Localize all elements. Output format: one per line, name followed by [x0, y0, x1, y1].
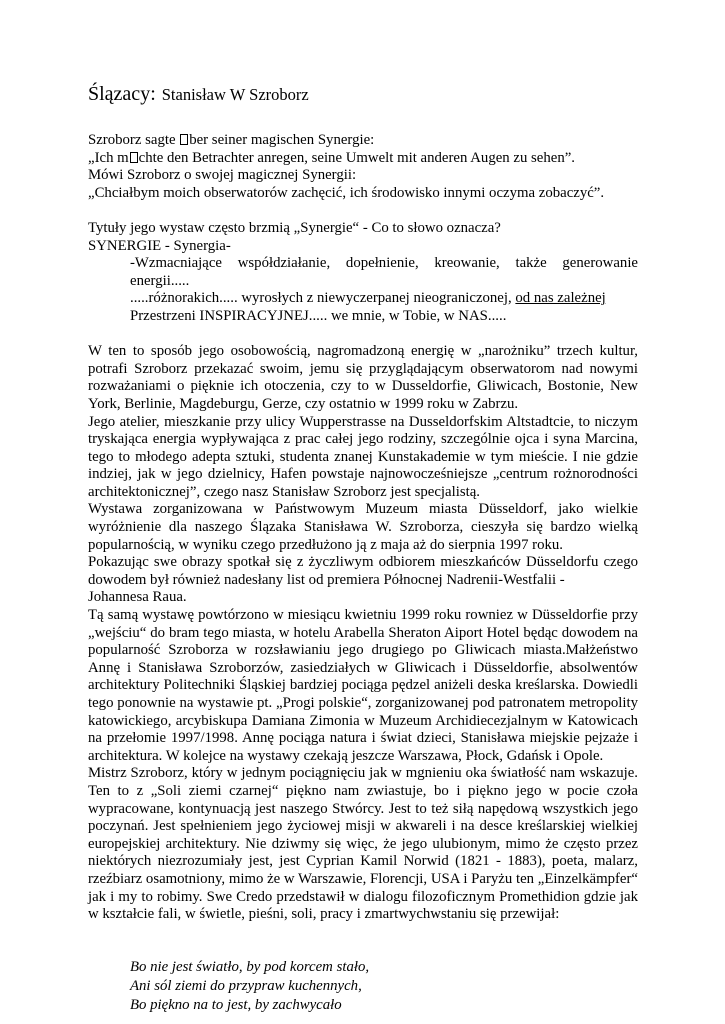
synergy-def-text: .....różnorakich..... wyrosłych z niewyczerpanej nieograniczonej,	[130, 290, 516, 307]
poem-line: Bo piękno na to jest, by zachwycało	[130, 996, 342, 1013]
body-text	[88, 343, 638, 924]
intro-line-polish-2: „Chciałbym moich obserwatorów zachęcić, ich środowisko innymi oczyma zobaczyć”.	[88, 184, 605, 201]
paragraph: Jego atelier, mieszkanie przy ulicy Wupperstrasse na Dusseldorfskim Altstadtcie, to niczym tryskająca energia wypływająca z prac całej jego rodziny, szczególnie ojca i syna Marcina, tego to młodego adepta sztuki, studenta znanej Kunstakademie w tym mieście. I nie gdzie indziej, jak w jego dzielnicy, Hafen powstaje najnowocześniejsze „centrum rożnorodności architektonicznej”, czego nasz Stanisław Szroborz jest specjalistą.	[88, 413, 638, 500]
missing-glyph-box	[180, 134, 188, 145]
paragraph-text: Johannesa Raua.	[88, 589, 187, 606]
spacer	[88, 326, 638, 344]
intro-block	[88, 132, 638, 202]
intro-line-german-2	[88, 150, 638, 168]
synergy-question: Tytuły jego wystaw często brzmią „Synergie“ - Co to słowo oznacza?	[88, 219, 501, 236]
paragraph-text: Pokazując swe obrazy spotkał się z życzliwym odbiorem mieszkańców Düsseldorfu czego dowodem był również nadesłany list od premiera Północnej Nadrenii-Westfalii -	[88, 554, 638, 588]
intro-line-german-1	[88, 132, 638, 150]
synergy-heading: SYNERGIE - Synergia-	[88, 237, 231, 254]
intro-line2-part: „Ich m	[88, 149, 129, 166]
title-author: Stanisław W Szroborz	[161, 85, 309, 104]
document-title	[88, 80, 638, 106]
missing-glyph-box	[130, 152, 138, 163]
spacer	[88, 202, 638, 220]
synergy-definition	[130, 255, 638, 325]
poem-line: Bo nie jest światło, by pod korcem stało,	[130, 958, 370, 975]
intro-line1-part: ber seiner magischen Synergie:	[189, 132, 375, 148]
paragraph: Mistrz Szroborz, który w jednym pociągnięciu jak w mgnieniu oka światłość nam wskazuje. Ten to z „Soli ziemi czarnej“ piękno nam zwiastuje, bo i piękno jego w pocie czoła wypracowane, kontynuacją jest naszego Stwórcy. Jest to też siłą napędową wszystkich jego poczynań. Jest spełnieniem jego życiowej misji w akwareli i na desce kreślarskiej wielkiej europejskiej architektury. Nie dziwmy się więc, że jego ulubionym, mimo że często przez niektórych niezrozumiały jest, jest Cyprian Kamil Norwid (1821 - 1883), poeta, malarz, rzeźbiarz osamotniony, mimo że w Warszawie, Florencji, USA i Paryżu ten „Einzelkämpfer“ jak i my to robimy. Swe Credo przedstawił w dialogu filozoficznym Promethidion gdzie jak w kształcie fali, w świetle, pieśni, soli, pracy i zmartwychwstaniu się przewijał:	[88, 765, 638, 923]
title-main: Ślązacy:	[88, 83, 156, 105]
document-page	[88, 80, 638, 1015]
paragraph	[88, 554, 638, 607]
intro-line2-part: chte den Betrachter anregen, seine Umwelt mit anderen Augen zu sehen”.	[138, 149, 575, 166]
synergy-def-line: -Wzmacniające współdziałanie, dopełnienie, kreowanie, także generowanie energii.....	[130, 255, 638, 289]
synergy-def-line	[130, 290, 638, 308]
intro-line1-part: Szroborz sagte	[88, 132, 180, 148]
synergy-def-line: Przestrzeni INSPIRACYJNEJ..... we mnie, w Tobie, w NAS.....	[130, 307, 507, 324]
poem-quote	[130, 958, 638, 1015]
synergy-def-underlined: od nas zależnej	[515, 290, 606, 307]
synergy-block	[88, 220, 638, 326]
poem-line: Ani sól ziemi do przypraw kuchennych,	[130, 977, 362, 994]
intro-line-polish-1: Mówi Szroborz o swojej magicznej Synergii:	[88, 167, 357, 184]
paragraph: Wystawa zorganizowana w Państwowym Muzeum miasta Düsseldorf, jako wielkie wyróżnienie dla naszego Ślązaka Stanisława W. Szroborza, cieszyła się bardzo wielką popularnością, w wyniku czego przedłużono ją z maja aż do sierpnia 1997 roku.	[88, 501, 638, 553]
paragraph: W ten to sposób jego osobowością, nagromadzoną energię w „narożniku” trzech kultur, potrafi Szroborz przekazać swoim, jemu się przyglądającym obserwatorom nad nowymi rozważaniami o pięknie ich otoczenia, czy to w Dusseldorfie, Gliwicach, Bostonie, New York, Berlinie, Magdeburgu, Gerze, czy ostatnio w 1999 roku w Zabrzu.	[88, 343, 638, 412]
paragraph: Tą samą wystawę powtórzono w miesiącu kwietniu 1999 roku rowniez w Düsseldorfie przy „wejściu“ do bram tego miasta, w hotelu Arabella Sheraton Aiport Hotel będąc dowodem na popularność Szroborza w rozsławianiu jego drugiego po Gliwicach miasta.Małżeństwo Annę i Stanisława Szroborzów, zasiedziałych w Gliwicach i Düsseldorfie, absolwentów architektury Politechniki Śląskiej bardziej pociąga pędzel aniżeli deska kreślarska. Dowiedli tego ponownie na wystawie pt. „Progi polskie“, zorganizowanej pod patronatem metropolity katowickiego, arcybiskupa Damiana Zimonia w Muzeum Archidiecezjalnym w Katowicach na przełomie 1997/1998. Annę pociąga natura i świat dzieci, Stanisława miejskie pejzaże i architektura. W kolejce na wystawy czekają jeszcze Warszawa, Płock, Gdańsk i Opole.	[88, 607, 638, 764]
